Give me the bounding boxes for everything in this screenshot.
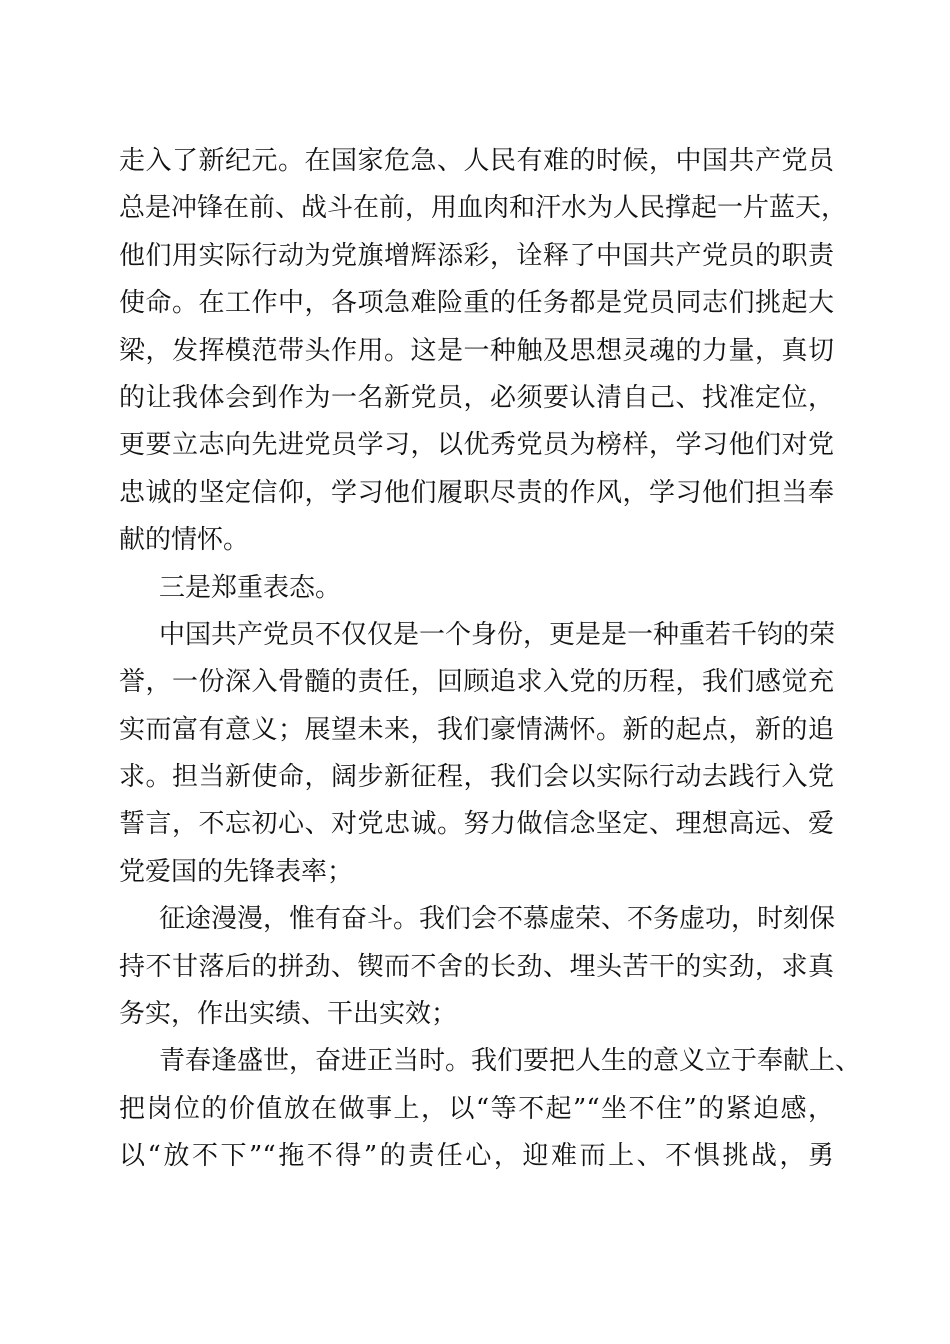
text-line: 求。担当新使命，阔步新征程，我们会以实际行动去践行入党: [119, 762, 834, 793]
text-line: 总是冲锋在前、战斗在前，用血肉和汗水为人民撑起一片蓝天，: [119, 193, 848, 224]
body-text: [119, 138, 862, 1181]
text-line: 实而富有意义；展望未来，我们豪情满怀。新的起点，新的追: [119, 714, 834, 745]
text-line: 使命。在工作中，各项急难险重的任务都是党员同志们挑起大: [119, 288, 834, 319]
text-line: 务实，作出实绩、干出实效；: [119, 999, 458, 1030]
text-line: 的让我体会到作为一名新党员，必须要认清自己、找准定位，: [119, 382, 834, 413]
text-line: 誉，一份深入骨髓的责任，回顾追求入党的历程，我们感觉充: [119, 667, 834, 698]
text-line: 征途漫漫，惟有奋斗。我们会不慕虚荣、不务虚功，时刻保: [159, 904, 836, 935]
text-line: 他们用实际行动为党旗增辉添彩，诠释了中国共产党员的职责: [119, 240, 834, 271]
text-line: 走入了新纪元。在国家危急、人民有难的时候，中国共产党员: [119, 146, 834, 176]
text-line: 忠诚的坚定信仰，学习他们履职尽责的作风，学习他们担当奉: [119, 477, 834, 508]
section-heading: 三是郑重表态。: [159, 572, 342, 603]
text-line: 持不甘落后的拼劲、锲而不舍的长劲、埋头苦干的实劲，求真: [119, 951, 834, 982]
text-line: 青春逢盛世，奋进正当时。我们要把人生的意义立于奉献上、: [159, 1046, 862, 1077]
text-line: 中国共产党员不仅仅是一个身份，更是是一种重若千钧的荣: [159, 619, 836, 650]
text-line: 誓言，不忘初心、对党忠诚。努力做信念坚定、理想高远、爱: [119, 809, 834, 840]
text-line: 以“放不下”“拖不得”的责任心，迎难而上、不惧挑战，勇: [119, 1141, 834, 1172]
text-line: 更要立志向先进党员学习，以优秀党员为榜样，学习他们对党: [119, 430, 834, 461]
text-line: 党爱国的先锋表率；: [119, 856, 354, 887]
text-line: 梁，发挥模范带头作用。这是一种触及思想灵魂的力量，真切: [119, 335, 834, 366]
text-line: 把岗位的价值放在做事上，以“等不起”“坐不住”的紧迫感，: [119, 1093, 834, 1124]
text-line: 献的情怀。: [119, 525, 250, 556]
